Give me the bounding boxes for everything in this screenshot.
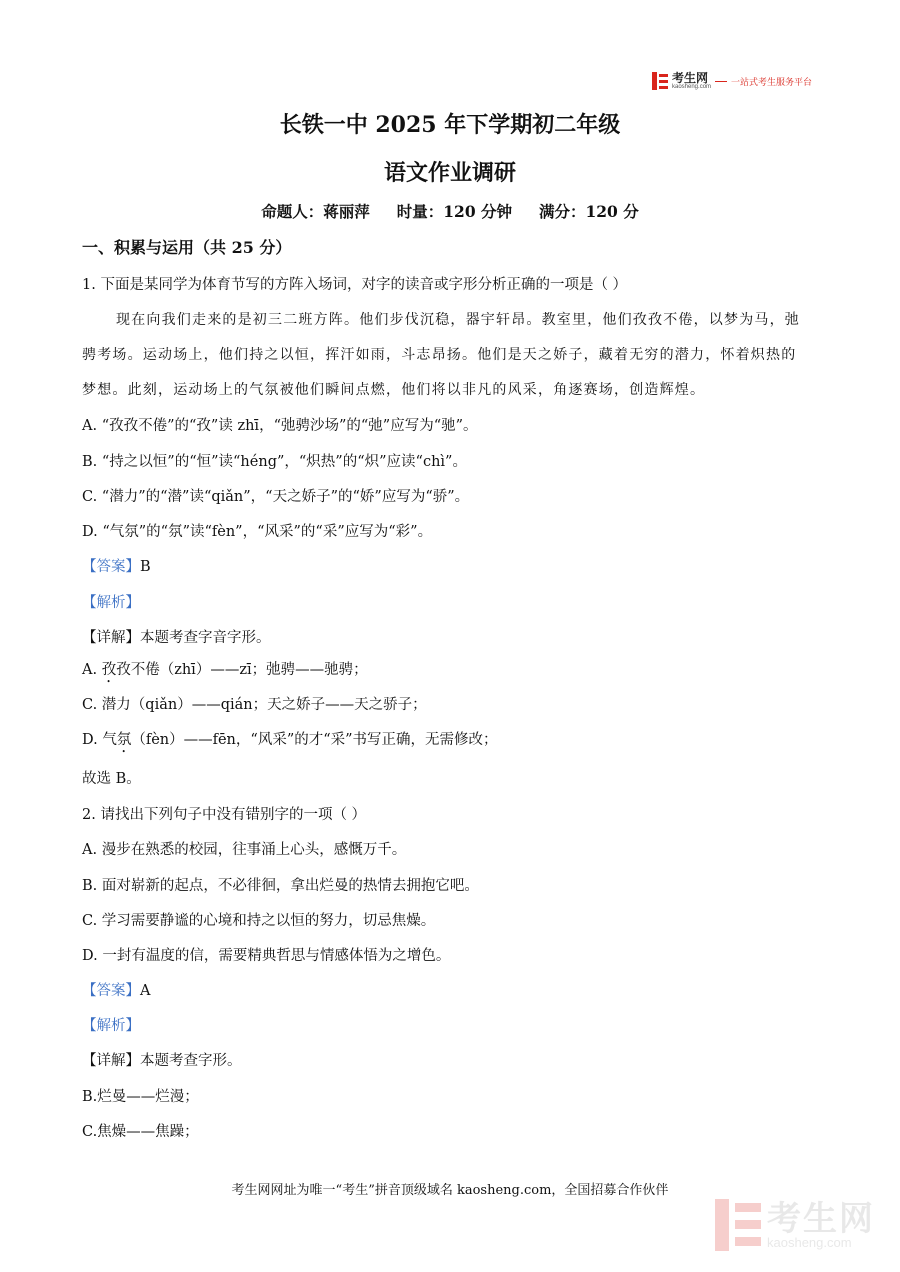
emphasized-char: 孜 <box>101 662 117 678</box>
q2-option-b: B. 面对崭新的起点，不必徘徊，拿出烂曼的热情去拥抱它吧。 <box>82 878 479 894</box>
logo-slogan: 一站式考生服务平台 <box>731 77 813 88</box>
answer-value: A <box>140 983 151 999</box>
q1-passage-line: 骋考场。运动场上，他们持之以恒，挥汗如雨，斗志昂扬。他们是天之娇子，藏着无穷的潜力，怀着炽热的 <box>82 347 797 363</box>
q1-option-a: A. “孜孜不倦”的“孜”读 zhī，“弛骋沙场”的“弛”应写为“驰”。 <box>82 418 478 434</box>
q1-stem: 1. 下面是某同学为体育节写的方阵入场词，对字的读音或字形分析正确的一项是（ ） <box>82 277 628 293</box>
watermark-domain: kaosheng.com <box>767 1234 852 1250</box>
emphasized-char: 氛 <box>116 732 132 748</box>
q1-explain-d: D. 气氛（fèn）——fēn，“风采”的才“采”书写正确，无需修改； <box>82 732 498 748</box>
q2-answer <box>82 979 150 1000</box>
q1-explain-c: C. 潜力（qiǎn）——qián；天之娇子——天之骄子； <box>82 697 427 713</box>
answer-label: 【答案】 <box>82 983 140 999</box>
watermark-name: 考生网 <box>767 1198 875 1239</box>
watermark-logo-icon <box>715 1199 761 1251</box>
q1-option-b: B. “持之以恒”的“恒”读“héng”，“炽热”的“炽”应读“chì”。 <box>82 454 467 470</box>
q2-option-a: A. 漫步在熟悉的校园，往事涌上心头，感慨万千。 <box>82 842 407 858</box>
q2-explain-c: C.焦燥——焦躁； <box>82 1124 199 1140</box>
exam-subject: 语文作业调研 <box>383 160 516 186</box>
logo-divider <box>715 81 727 82</box>
q2-option-c: C. 学习需要静谧的心境和持之以恒的努力，切忌焦燥。 <box>82 913 436 929</box>
q1-conclusion: 故选 B。 <box>82 771 141 787</box>
q2-analysis-label: 【解析】 <box>82 1018 140 1034</box>
answer-label: 【答案】 <box>82 559 140 575</box>
q1-analysis-label: 【解析】 <box>82 595 140 611</box>
kaosheng-logo-icon <box>652 72 668 90</box>
section-heading: 一、积累与运用（共 25 分） <box>82 238 292 257</box>
q1-answer <box>82 555 151 576</box>
q1-passage-line: 现在向我们走来的是初三二班方阵。他们步伐沉稳，器宇轩昂。教室里，他们孜孜不倦，以梦为马，弛 <box>116 312 800 328</box>
page-footer: 考生网网址为唯一“考生”拼音顶级域名 kaosheng.com，全国招募合作伙伴 <box>231 1183 669 1198</box>
q2-stem: 2. 请找出下列句子中没有错别字的一项（ ） <box>82 807 367 823</box>
q2-detail: 【详解】本题考查字形。 <box>82 1053 242 1069</box>
q1-passage-line: 梦想。此刻，运动场上的气氛被他们瞬间点燃，他们将以非凡的风采，角逐赛场，创造辉煌。 <box>82 382 706 398</box>
kaosheng-watermark <box>715 1195 885 1255</box>
kaosheng-logo <box>652 70 827 92</box>
q2-option-d: D. 一封有温度的信，需要精典哲思与情感体悟为之增色。 <box>82 948 451 964</box>
q1-option-c: C. “潜力”的“潜”读“qiǎn”，“天之娇子”的“娇”应写为“骄”。 <box>82 489 470 505</box>
q2-explain-b: B.烂曼——烂漫； <box>82 1089 199 1105</box>
exam-meta: 命题人：蒋丽萍 时量：120 分钟 满分：120 分 <box>261 202 639 221</box>
answer-value: B <box>140 559 151 575</box>
q1-option-d: D. “气氛”的“氛”读“fèn”，“风采”的“采”应写为“彩”。 <box>82 524 433 540</box>
exam-title: 长铁一中 2025 年下学期初二年级 <box>279 112 621 138</box>
q1-detail: 【详解】本题考查字音字形。 <box>82 630 271 646</box>
q1-explain-a: A. 孜孜不倦（zhī）——zī；弛骋——驰骋； <box>82 662 368 678</box>
logo-domain: kaosheng.com <box>672 84 712 90</box>
logo-name: 考生网 <box>672 71 709 85</box>
